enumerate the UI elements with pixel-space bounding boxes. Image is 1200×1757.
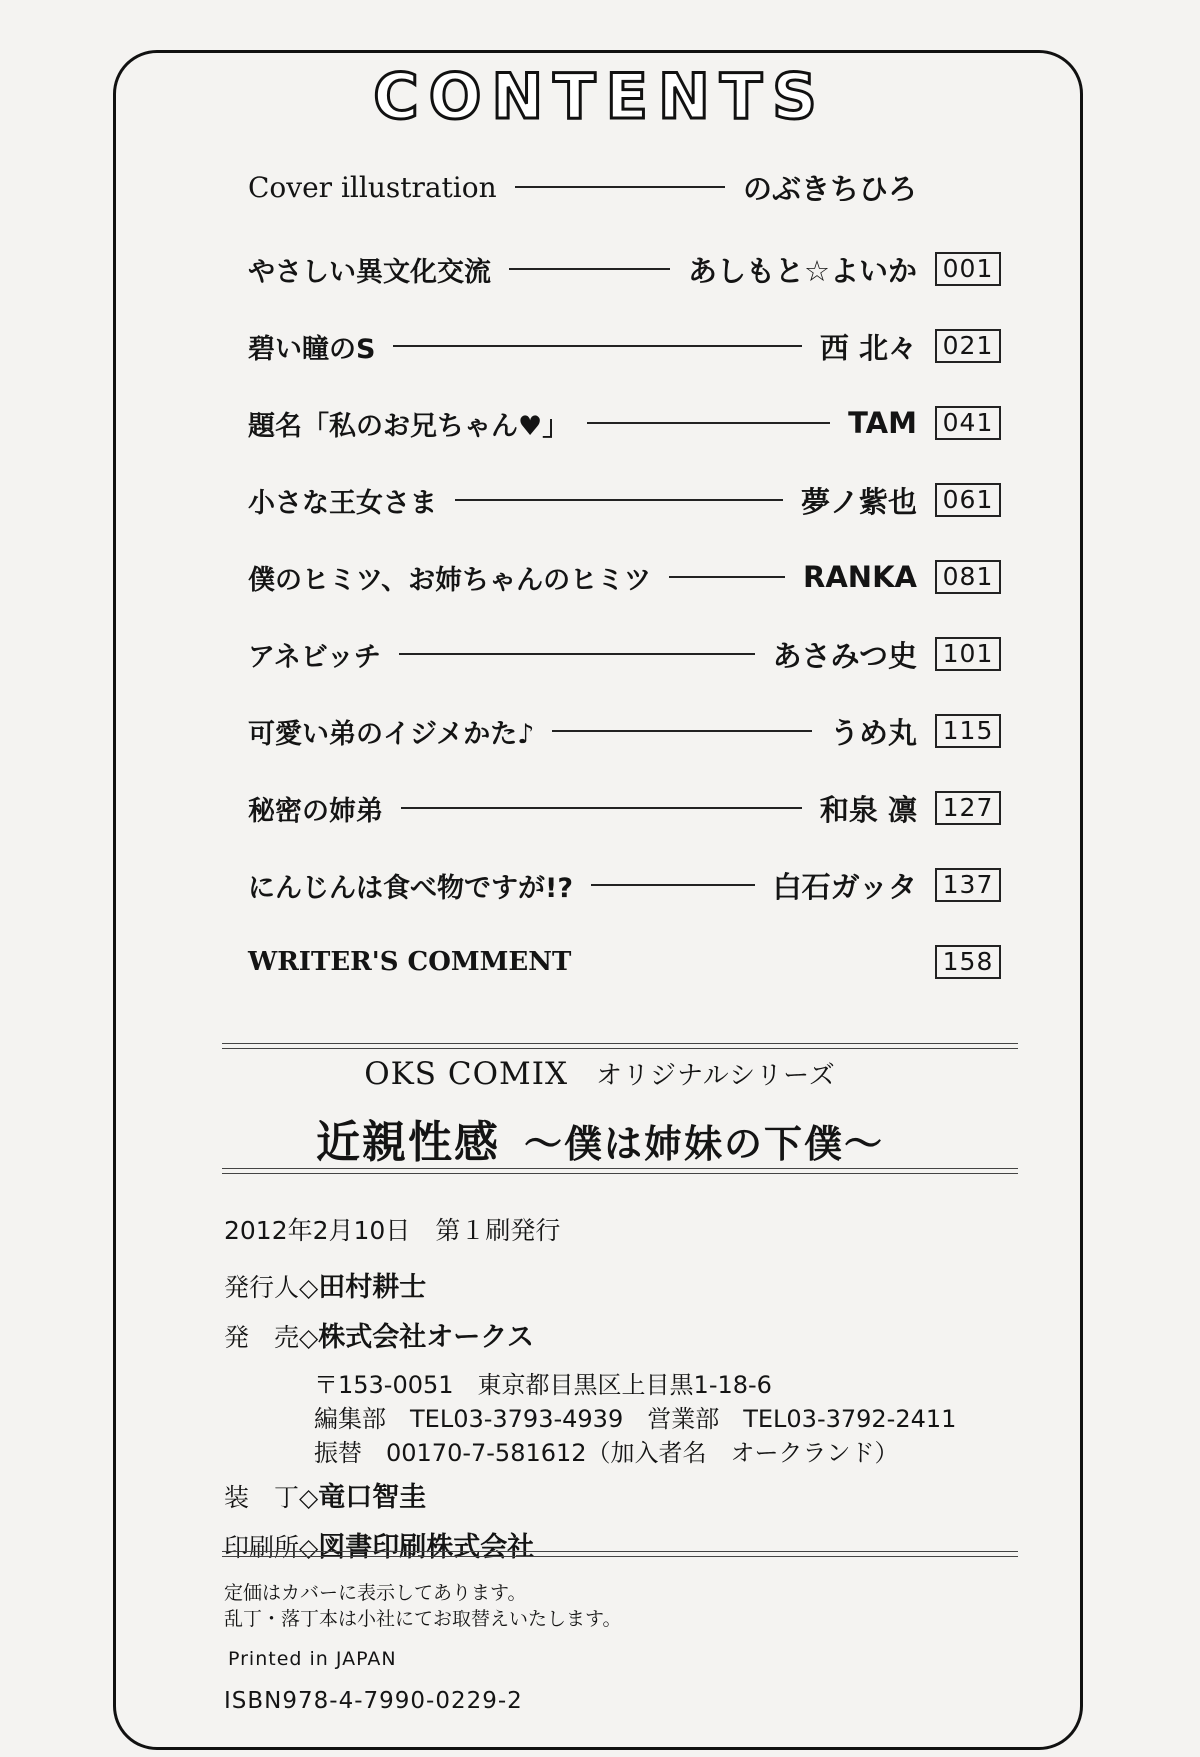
toc-author: のぶきちひろ	[742, 171, 917, 206]
toc-page: 115	[935, 714, 1001, 748]
leader-line	[455, 499, 783, 501]
toc-page: 021	[935, 329, 1001, 363]
toc-row	[248, 632, 1001, 676]
divider	[222, 1168, 1018, 1174]
toc-row	[248, 863, 1001, 907]
toc-title: 僕のヒミツ、お姉ちゃんのヒミツ	[248, 564, 652, 596]
exchange-note: 乱丁・落丁本は小社にてお取替えいたします。	[224, 1608, 622, 1630]
toc-title: 碧い瞳のS	[248, 333, 376, 365]
toc-title: WRITER'S COMMENT	[248, 947, 572, 977]
publisher-name: 田村耕士	[318, 1272, 427, 1303]
leader-line	[591, 884, 755, 886]
publisher-line	[224, 1265, 426, 1304]
seller-label: 発 売◇	[224, 1323, 319, 1352]
contents-heading: CONTENTS	[373, 60, 827, 133]
toc-row	[248, 247, 1001, 291]
series-name: OKS COMIX	[364, 1056, 569, 1092]
toc-row	[248, 401, 1001, 445]
book-title-line	[0, 1106, 1200, 1170]
design-label: 装 丁◇	[224, 1483, 319, 1512]
toc-row	[248, 786, 1001, 830]
leader-line	[393, 345, 801, 347]
toc-author: 夢ノ紫也	[800, 484, 917, 519]
toc-row	[248, 709, 1001, 753]
toc-row	[248, 324, 1001, 368]
toc-title: にんじんは食べ物ですが!?	[248, 872, 573, 904]
publish-date: 2012年2月10日 第１刷発行	[224, 1216, 561, 1245]
toc-author: うめ丸	[829, 715, 917, 750]
designer-name: 竜口智圭	[318, 1482, 427, 1513]
toc-page: 158	[935, 945, 1001, 979]
toc-title: アネビッチ	[248, 641, 381, 673]
toc-author: あさみつ史	[772, 638, 917, 673]
telephone: 編集部 TEL03-3793-4939 営業部 TEL03-3792-2411	[314, 1405, 957, 1433]
toc-author: 西 北々	[819, 330, 917, 365]
toc-title: 小さな王女さま	[248, 487, 437, 519]
toc-page: 127	[935, 791, 1001, 825]
series-line	[0, 1055, 1200, 1092]
toc-title: 題名「私のお兄ちゃん♥」	[248, 410, 570, 442]
toc-title: やさしい異文化交流	[248, 256, 491, 288]
transfer-account: 振替 00170-7-581612（加入者名 オークランド）	[314, 1439, 899, 1467]
printer-name: 図書印刷株式会社	[318, 1532, 535, 1563]
publisher-label: 発行人◇	[224, 1273, 319, 1302]
leader-line	[669, 576, 785, 578]
leader-line	[515, 186, 725, 188]
toc-author: あしもと☆よいか	[688, 253, 917, 288]
toc-title: 可愛い弟のイジメかた♪	[248, 718, 535, 750]
seller-name: 株式会社オークス	[318, 1322, 534, 1353]
series-jp: オリジナルシリーズ	[596, 1061, 836, 1091]
leader-line	[401, 807, 802, 809]
toc-page: 101	[935, 637, 1001, 671]
divider	[222, 1551, 1018, 1557]
toc-row	[248, 165, 1001, 209]
price-note: 定価はカバーに表示してあります。	[224, 1582, 527, 1604]
toc-page: 081	[935, 560, 1001, 594]
leader-line	[509, 268, 670, 270]
toc-row	[248, 940, 1001, 984]
printer-line	[224, 1525, 534, 1564]
leader-line	[587, 422, 830, 424]
toc-author: 白石ガッタ	[772, 869, 917, 904]
seller-line	[224, 1315, 534, 1354]
address: 〒153-0051 東京都目黒区上目黒1-18-6	[314, 1371, 772, 1399]
isbn: ISBN978-4-7990-0229-2	[224, 1688, 523, 1714]
toc-page: 001	[935, 252, 1001, 286]
toc-title: Cover illustration	[248, 170, 497, 204]
toc-title: 秘密の姉弟	[248, 795, 383, 827]
design-line	[224, 1475, 426, 1514]
toc-page: 061	[935, 483, 1001, 517]
toc-author: 和泉 凛	[819, 792, 917, 827]
printed-in: Printed in JAPAN	[228, 1648, 397, 1670]
toc-author: RANKA	[803, 560, 917, 594]
toc-row	[248, 555, 1001, 599]
leader-line	[399, 653, 755, 655]
toc-page: 041	[935, 406, 1001, 440]
divider	[222, 1043, 1018, 1049]
notes	[224, 1580, 621, 1632]
book-title: 近親性感	[315, 1117, 500, 1168]
book-subtitle: 〜僕は姉妹の下僕〜	[523, 1122, 884, 1166]
toc-author: TAM	[848, 406, 917, 440]
toc-row	[248, 478, 1001, 522]
printer-label: 印刷所◇	[224, 1533, 319, 1562]
leader-line	[552, 730, 812, 732]
toc-page: 137	[935, 868, 1001, 902]
